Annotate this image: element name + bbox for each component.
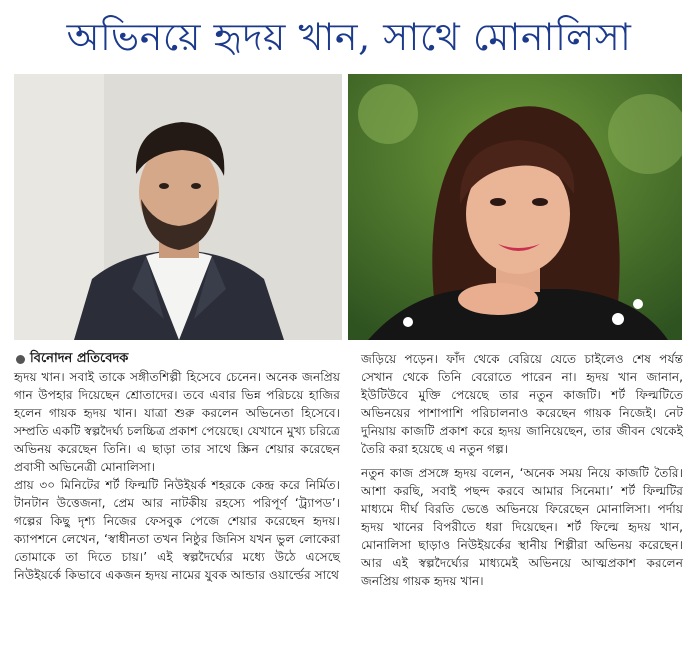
photo-man xyxy=(14,74,342,340)
portrait-woman-image xyxy=(348,74,682,340)
byline xyxy=(16,350,128,368)
paragraph: জড়িয়ে পড়েন। ফাঁদ থেকে বেরিয়ে যেতে চাইলেও শেষ পর্যন্ত সেখান থেকে তিনি বেরোতে পারেন না। হৃদয় খান জানান, ইউটিউবে মুক্তি পেয়েছে তার নতুন কাজটি। শর্ট ফিল্মটিতে অভিনয়ের পাশাপাশি পরিচালনাও করেছেন গায়ক নিজেই। নেট দুনিয়ায় কাজটি প্রকাশ করে হৃদয় জানিয়েছেন, তার জীবন থেকেই তৈরি করা হয়েছে এ নতুন গল্প। xyxy=(361,352,683,456)
article-column-1 xyxy=(14,368,340,584)
bullet-icon xyxy=(16,355,25,364)
portrait-man-image xyxy=(14,74,342,340)
paragraph: নতুন কাজ প্রসঙ্গে হৃদয় বলেন, ‘অনেক সময় নিয়ে কাজটি তৈরি। আশা করছি, সবাই পছন্দ করবে আমার সিনেমা।’ শর্ট ফিল্মটির মাধ্যমে দীর্ঘ বিরতি ভেঙে অভিনয়ে ফিরেছেন মোনালিসা। পর্দায় হৃদয় খানের বিপরীতে ধরা দিয়েছেন। শর্ট ফিল্মে হৃদয় খান, মোনালিসা ছাড়াও নিউইয়র্কের স্থানীয় শিল্পীরা অভিনয় করেছেন। আর এই স্বল্পদৈর্ঘ্যের মাধ্যমেই অভিনয়ে আত্মপ্রকাশ করলেন জনপ্রিয় গায়ক হৃদয় খান। xyxy=(361,466,683,588)
photo-woman xyxy=(348,74,682,340)
headline: অভিনয়ে হৃদয় খান, সাথে মোনালিসা xyxy=(66,15,632,59)
paragraph: হৃদয় খান। সবাই তাকে সঙ্গীতশিল্পী হিসেবে চেনেন। অনেক জনপ্রিয় গান উপহার দিয়েছেন শ্রোতাদের। তবে এবার ভিন্ন পরিচয়ে হাজির হলেন গায়ক হৃদয় খান। যাত্রা শুরু করলেন অভিনেতা হিসেবে। সম্প্রতি একটি স্বল্পদৈর্ঘ্য চলচ্চিত্র প্রকাশ পেয়েছে। যেখানে মুখ্য চরিত্রে অভিনয় করেছেন তিনি। এ ছাড়া তার সাথে স্ক্রিন শেয়ার করেছেন প্রবাসী অভিনেত্রী মোনালিসা। xyxy=(14,370,340,474)
paragraph: প্রায় ৩০ মিনিটের শর্ট ফিল্মটি নিউইয়র্ক শহরকে কেন্দ্র করে নির্মিত। টানটান উত্তেজনা, প্রেম আর নাটকীয় রহস্যে পরিপূর্ণ ‘ট্র্যাপড’। গল্পের কিছু দৃশ্য নিজের ফেসবুক পেজে শেয়ার করেছেন হৃদয়। ক্যাপশনে লেখেন, ‘স্বাধীনতা তখন নিষ্ঠুর জিনিস যখন ভুল লোকেরা তোমাকে তা দিতে চায়।’ এই স্বল্পদৈর্ঘ্যের মধ্যে উঠে এসেছে নিউইয়র্কে কিভাবে একজন হৃদয় নামের যুবক আন্ডার ওয়ার্ল্ডের সাথে xyxy=(14,478,340,582)
byline-text: বিনোদন প্রতিবেদক xyxy=(30,351,129,366)
article-column-2 xyxy=(361,350,683,590)
